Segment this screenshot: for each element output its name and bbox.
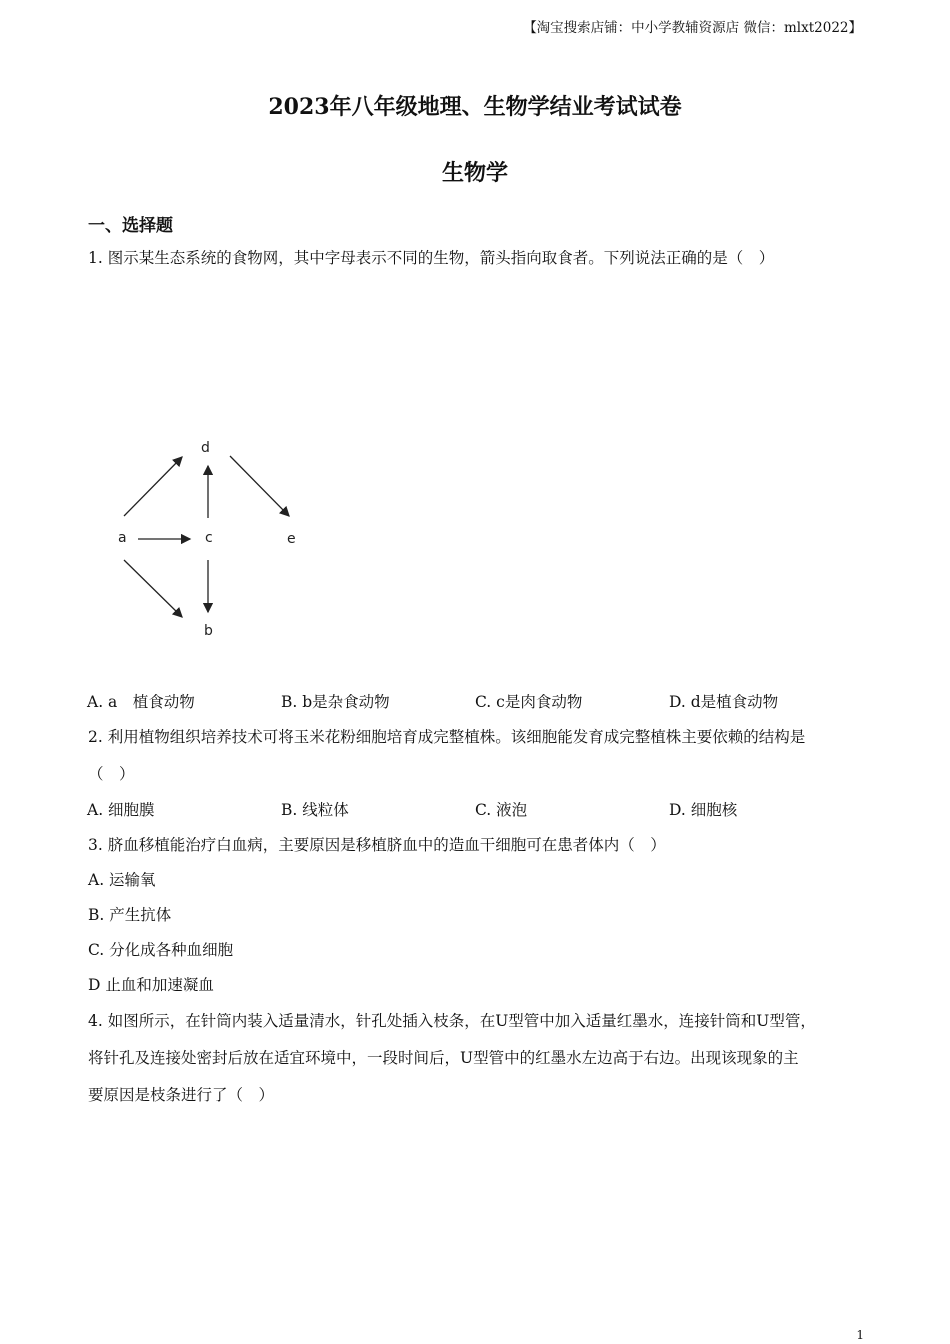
q1-option-c: C. c是肉食动物 bbox=[475, 693, 583, 711]
food-web-diagram bbox=[100, 430, 320, 650]
arrow-a-to-b bbox=[124, 560, 182, 617]
q2-option-d: D. 细胞核 bbox=[669, 801, 738, 819]
node-c: c bbox=[205, 530, 213, 546]
question-2-stem: 2. 利用植物组织培养技术可将玉米花粉细胞培育成完整植株。该细胞能发育成完整植株主要依赖的结构是 bbox=[88, 728, 806, 746]
exam-title: 2023年八年级地理、生物学结业考试试卷 bbox=[268, 94, 682, 120]
q3-option-c: C. 分化成各种血细胞 bbox=[88, 941, 234, 959]
node-a: a bbox=[118, 530, 127, 546]
q3-option-b: B. 产生抗体 bbox=[88, 906, 172, 924]
node-d: d bbox=[201, 440, 210, 456]
section-heading: 一、选择题 bbox=[88, 216, 173, 236]
question-4-line-2: 将针孔及连接处密封后放在适宜环境中，一段时间后，U型管中的红墨水左边高于右边。出现该现象的主 bbox=[88, 1049, 799, 1067]
q1-option-b: B. b是杂食动物 bbox=[281, 693, 390, 711]
question-4-line-1: 4. 如图所示，在针筒内装入适量清水，针孔处插入枝条，在U型管中加入适量红墨水，连接针筒和U型管， bbox=[88, 1012, 816, 1030]
q1-option-d: D. d是植食动物 bbox=[669, 693, 779, 711]
q2-option-a: A. 细胞膜 bbox=[87, 801, 155, 819]
arrow-d-to-e bbox=[230, 456, 289, 516]
q2-option-c: C. 液泡 bbox=[475, 801, 528, 819]
q3-option-d: D 止血和加速凝血 bbox=[88, 976, 214, 994]
header-note: 【淘宝搜索店铺：中小学教辅资源店 微信：mlxt2022】 bbox=[523, 20, 862, 36]
node-b: b bbox=[204, 623, 213, 639]
question-4-line-3: 要原因是枝条进行了（ ） bbox=[88, 1086, 275, 1104]
q2-option-b: B. 线粒体 bbox=[281, 801, 349, 819]
question-1-stem: 1. 图示某生态系统的食物网，其中字母表示不同的生物，箭头指向取食者。下列说法正确的是（ ） bbox=[88, 249, 775, 267]
question-3-stem: 3. 脐血移植能治疗白血病，主要原因是移植脐血中的造血干细胞可在患者体内（ ） bbox=[88, 836, 666, 854]
node-e: e bbox=[287, 531, 296, 547]
q1-option-a: A. a 植食动物 bbox=[87, 693, 195, 711]
exam-subtitle: 生物学 bbox=[441, 160, 508, 186]
page-number: 1 bbox=[856, 1328, 864, 1342]
question-2-stem-cont: （ ） bbox=[88, 765, 135, 783]
q3-option-a: A. 运输氧 bbox=[88, 871, 156, 889]
arrow-a-to-d bbox=[124, 457, 182, 516]
